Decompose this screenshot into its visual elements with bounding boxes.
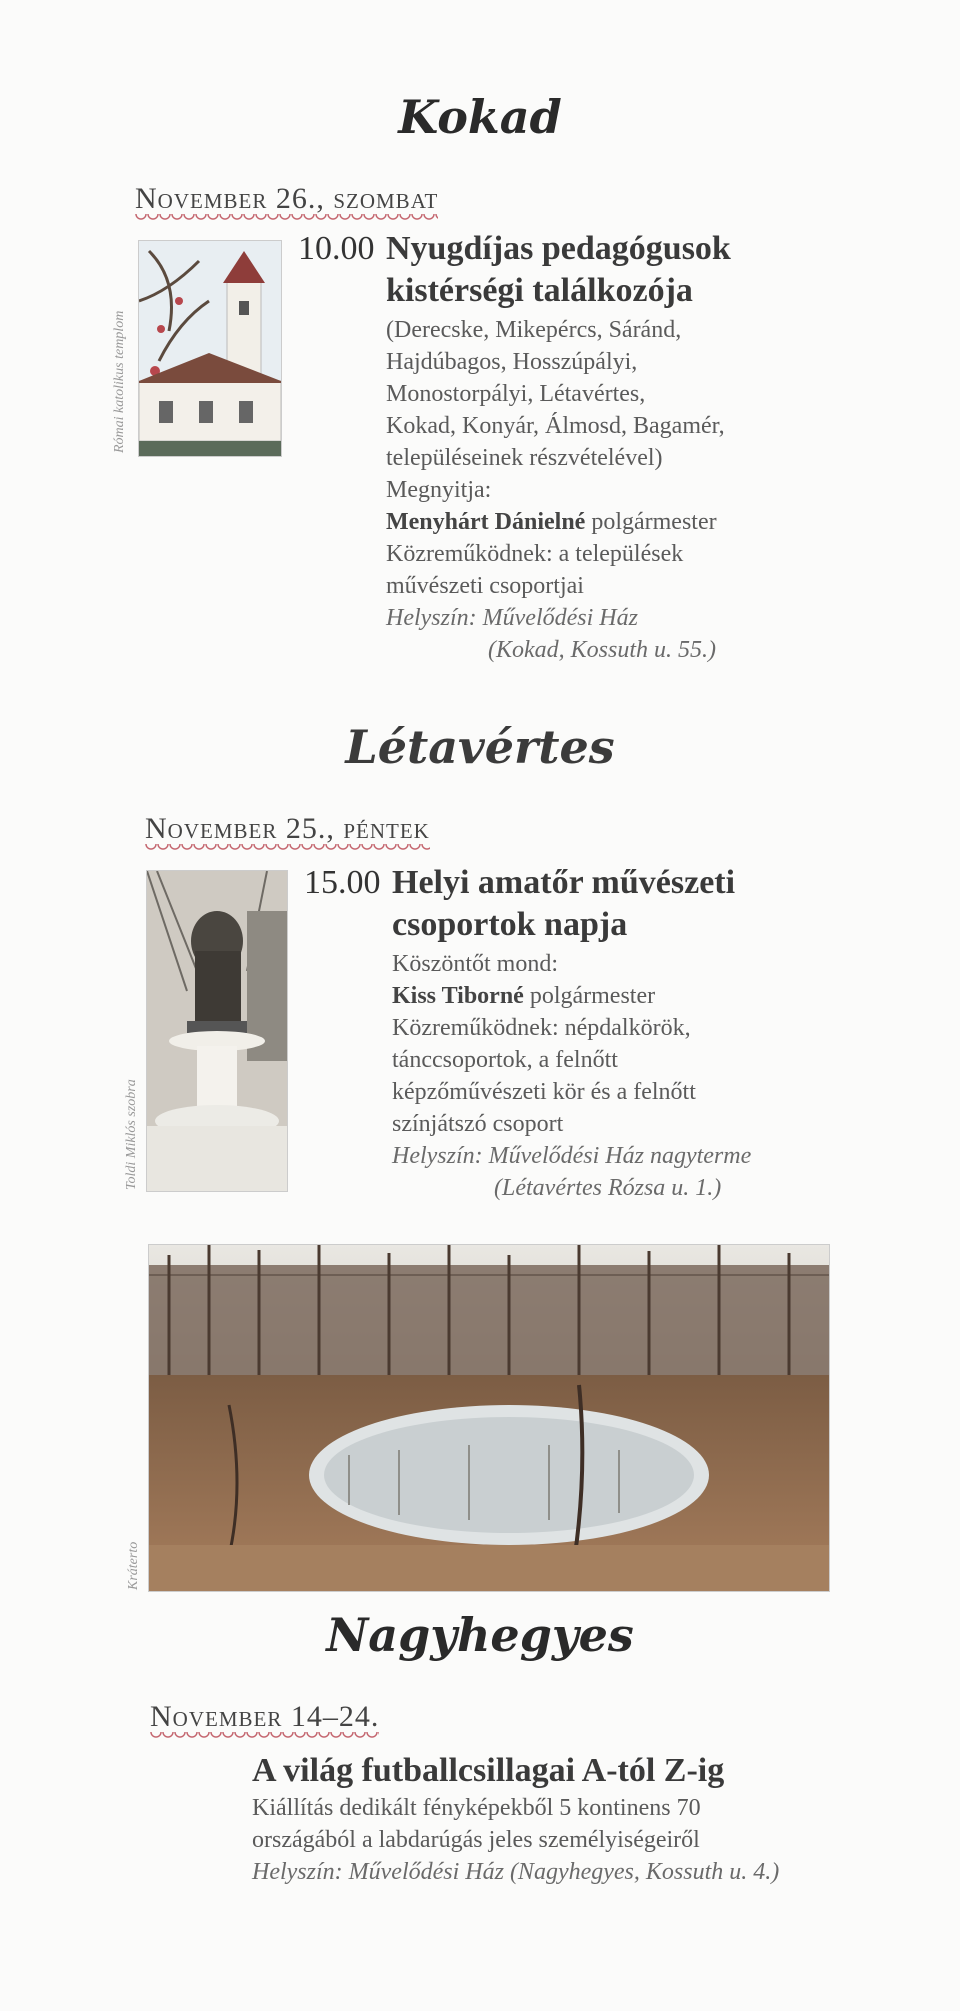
opener <box>386 506 918 538</box>
crater-lake-illustration <box>149 1245 829 1591</box>
event-detail-line: Hajdúbagos, Hosszúpályi, <box>386 349 638 375</box>
venue: Helyszín: Művelődési Ház <box>386 605 638 631</box>
venue: Helyszín: Művelődési Ház nagyterme <box>392 1143 752 1169</box>
photo-caption-letavertes: Toldi Miklós szobra <box>124 1079 139 1190</box>
event-title-line: Helyi amatőr művészeti <box>392 864 736 901</box>
photo-caption-landscape: Kráterto <box>126 1541 141 1590</box>
speaker-role: polgármester <box>523 983 656 1009</box>
town-title-nagyhegyes: Nagyhegyes <box>326 1608 634 1662</box>
town-title-kokad: Kokad <box>398 90 562 144</box>
event-time: 10.00 <box>298 230 375 267</box>
coop-line: művészeti csoportjai <box>386 573 584 599</box>
event-detail-line: Kiállítás dedikált fényképekből 5 kontinens 70 <box>252 1795 701 1821</box>
event-detail-line: Monostorpályi, Létavértes, <box>386 381 646 407</box>
event-date-nagyhegyes: November 14–24. <box>150 1700 379 1740</box>
event-time: 15.00 <box>304 864 381 901</box>
event-detail-line: településeinek részvételével) <box>386 445 663 471</box>
event-date-letavertes: November 25., péntek <box>145 812 430 852</box>
venue-address: (Kokad, Kossuth u. 55.) <box>488 637 716 663</box>
event-detail-line: (Derecske, Mikepércs, Sáránd, <box>386 317 682 343</box>
speaker <box>392 980 924 1012</box>
event-detail-line: országából a labdarúgás jeles személyiségeiről <box>252 1827 700 1853</box>
church-photo <box>138 240 282 457</box>
event-detail-line: Kokad, Konyár, Álmosd, Bagamér, <box>386 413 725 439</box>
coop-line: tánccsoportok, a felnőtt <box>392 1047 618 1073</box>
church-illustration <box>139 241 281 456</box>
event-title-line: Nyugdíjas pedagógusok <box>386 230 731 267</box>
event-nagyhegyes <box>252 1750 912 1888</box>
speaker-name: Kiss Tiborné <box>392 983 524 1009</box>
opener-role: polgármester <box>585 509 717 535</box>
statue-photo <box>146 870 288 1192</box>
event-title-line: csoportok napja <box>392 906 628 943</box>
statue-illustration <box>147 871 287 1191</box>
coop-line: képzőművészeti kör és a felnőtt <box>392 1079 696 1105</box>
coop-line: színjátszó csoport <box>392 1111 564 1137</box>
crater-lake-photo <box>148 1244 830 1592</box>
town-title-letavertes: Létavértes <box>345 720 615 774</box>
event-detail-line: Megnyitja: <box>386 477 492 503</box>
event-title: A világ futballcsillagai A-tól Z-ig <box>252 1752 725 1789</box>
coop-line: Közreműködnek: a települések <box>386 541 684 567</box>
venue: Helyszín: Művelődési Ház (Nagyhegyes, Kossuth u. 4.) <box>252 1859 780 1885</box>
venue-address: (Létavértes Rózsa u. 1.) <box>494 1175 722 1201</box>
event-letavertes <box>304 862 924 1204</box>
greeting: Köszöntőt mond: <box>392 951 558 977</box>
event-date-kokad: November 26., szombat <box>135 182 438 222</box>
event-title-line: kistérségi találkozója <box>386 272 693 309</box>
coop-line: Közreműködnek: népdalkörök, <box>392 1015 691 1041</box>
event-kokad <box>298 228 918 666</box>
opener-name: Menyhárt Dánielné <box>386 509 586 535</box>
photo-caption-kokad: Római katolikus templom <box>112 310 127 453</box>
